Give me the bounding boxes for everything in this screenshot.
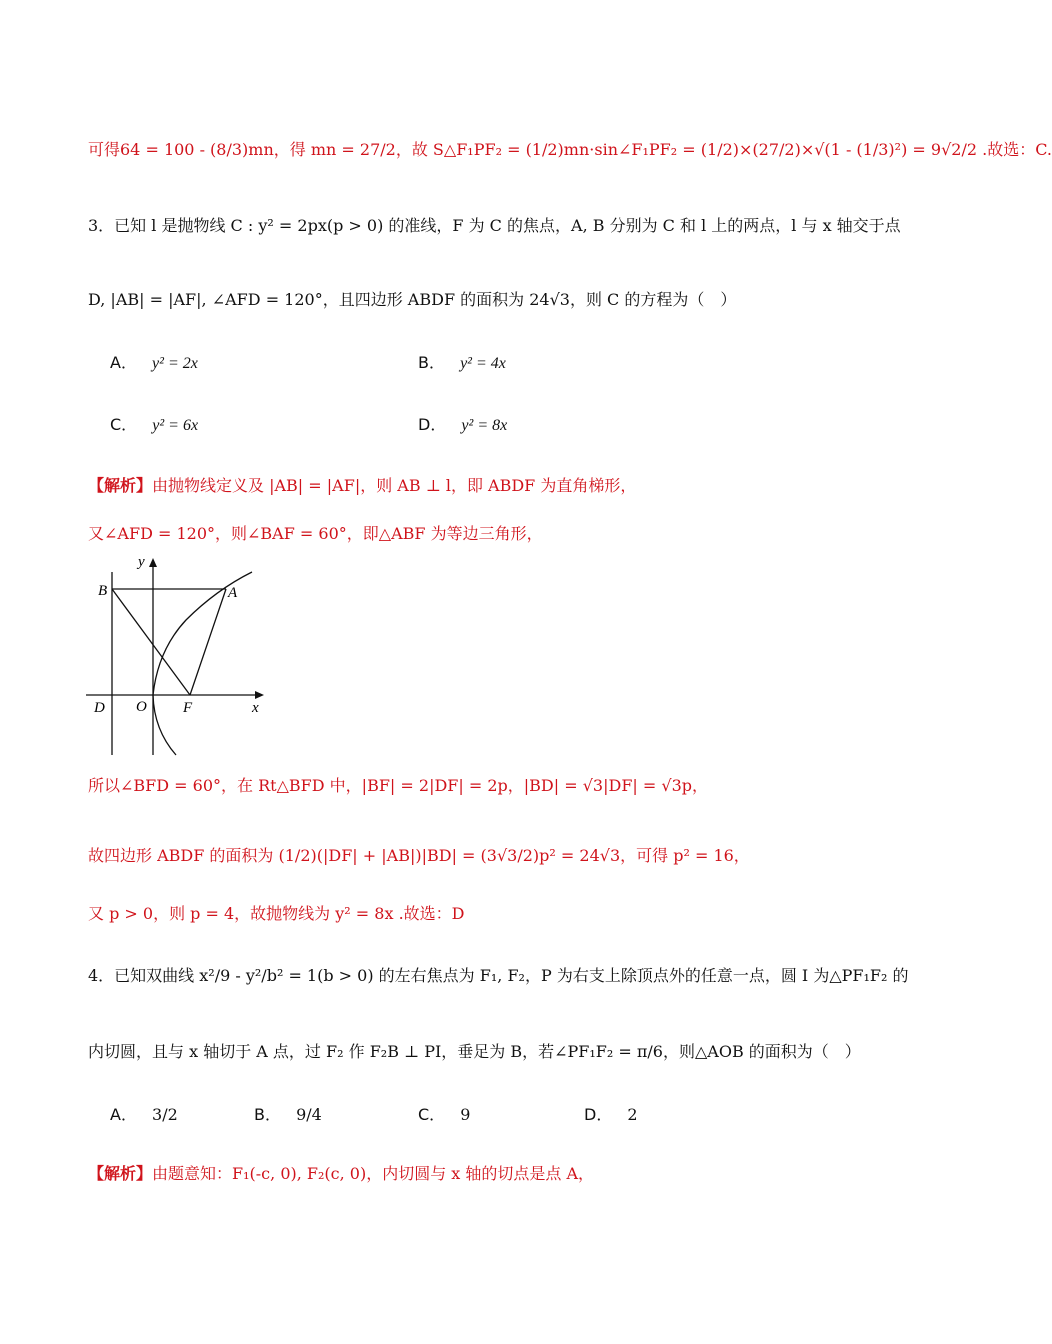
option-label: A． [110,1105,137,1124]
q3-analysis-line-1 [88,476,636,495]
label-b: B [98,583,108,599]
q4-stem-line-2 [88,1042,861,1061]
option-text: y² = 6x [152,417,199,434]
option-label: C． [110,415,138,434]
q3-stem-text-2: D, |AB| = |AF|, ∠AFD = 120°，且四边形 ABDF 的面积为 24√3，则 C 的方程为（ ） [88,290,737,309]
parabola-figure [86,550,276,760]
option-label: D． [418,415,447,434]
q3-option-d [418,412,507,435]
analysis-text-4: 故四边形 ABDF 的面积为 (1/2)(|DF| + |AB|)|BD| = (3√3/2)p² = 24√3，可得 p² = 16， [88,846,750,865]
label-f: F [183,700,193,716]
q4-analysis-line-1 [88,1164,594,1183]
q3-option-c [110,412,198,435]
label-x: x [252,700,259,716]
analysis-text-5: 又 p > 0，则 p = 4，故抛物线为 y² = 8x .故选：D [88,904,465,923]
q3-analysis-line-5 [88,904,465,923]
solution-text: 可得64 = 100 - (8/3)mn，得 mn = 27/2，故 S△F₁PF₂ = (1/2)mn·sin∠F₁PF₂ = (1/2)×(27/2)×√(1 - (1/3)²) = 9√2/2 .故选：C. [88,140,1052,159]
option-label: B． [254,1105,281,1124]
label-a: A [228,585,238,601]
y-axis-arrow [149,558,157,567]
q3-stem-line-2 [88,290,736,309]
q3-analysis-line-2 [88,524,543,543]
option-text: y² = 2x [152,355,198,372]
x-axis-arrow [255,691,264,699]
option-text: 9/4 [296,1105,322,1124]
q3-analysis-line-3 [88,776,708,795]
q4-option-b [254,1102,322,1125]
option-label: C． [418,1105,446,1124]
label-d: D [94,700,105,716]
label-y: y [138,554,145,570]
option-text: y² = 8x [461,417,508,434]
q4-stem-line-1 [88,966,909,985]
analysis-tag: 【解析】 [88,1164,153,1183]
analysis-text-1: 由抛物线定义及 |AB| = |AF|，则 AB ⊥ l，即 ABDF 为直角梯形， [152,476,637,495]
q4-stem-text-2: 内切圆，且与 x 轴切于 A 点，过 F₂ 作 F₂B ⊥ PI，垂足为 B，若∠PF₁F₂ = π/6，则△AOB 的面积为（ ） [88,1042,861,1061]
option-label: B． [418,353,445,372]
label-o: O [136,699,147,715]
q3-stem-text-1: 3．已知 l 是抛物线 C : y² = 2px(p > 0) 的准线，F 为 C 的焦点，A, B 分别为 C 和 l 上的两点，l 与 x 轴交于点 [88,216,901,235]
q3-analysis-line-4 [88,846,750,865]
q4-option-d [584,1102,638,1125]
analysis-text-2: 又∠AFD = 120°，则∠BAF = 60°，即△ABF 为等边三角形， [88,524,543,543]
option-text: 9 [460,1105,471,1124]
q4-option-a [110,1102,178,1125]
option-label: D． [584,1105,613,1124]
q3-option-a [110,350,198,373]
analysis-tag: 【解析】 [88,476,153,495]
option-text: y² = 4x [460,355,506,372]
option-text: 3/2 [152,1105,178,1124]
segment-bf [112,589,190,695]
option-text: 2 [627,1105,638,1124]
q4-stem-text-1: 4．已知双曲线 x²/9 - y²/b² = 1(b > 0) 的左右焦点为 F₁, F₂，P 为右支上除顶点外的任意一点，圆 I 为△PF₁F₂ 的 [88,966,909,985]
analysis-text-3: 所以∠BFD = 60°，在 Rt△BFD 中，|BF| = 2|DF| = 2p，|BD| = √3|DF| = √3p， [88,776,709,795]
analysis-text: 由题意知：F₁(-c, 0), F₂(c, 0)，内切圆与 x 轴的切点是点 A， [152,1164,595,1183]
option-label: A． [110,353,137,372]
q3-stem-line-1 [88,216,901,235]
q4-option-c [418,1102,470,1125]
solution-line-q2-end [88,140,1052,159]
segment-af [190,589,226,695]
q3-option-b [418,350,506,373]
